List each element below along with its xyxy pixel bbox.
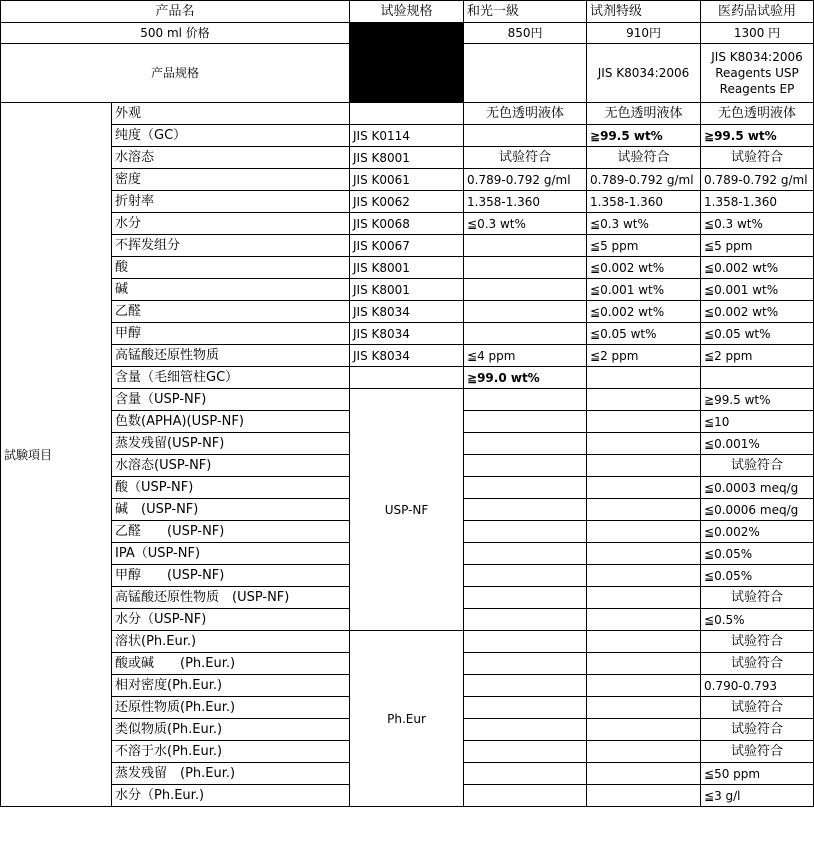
value-special	[587, 653, 701, 675]
test-method: JIS K0061	[350, 169, 464, 191]
value-wako	[464, 477, 587, 499]
value-special	[587, 433, 701, 455]
spec-label: 产品规格	[1, 44, 350, 103]
value-special	[587, 477, 701, 499]
price-pharma: 1300 円	[701, 23, 814, 44]
test-items-group-label: 試験項目	[1, 103, 112, 807]
value-special	[587, 565, 701, 587]
test-item-name: 折射率	[112, 191, 350, 213]
value-wako	[464, 675, 587, 697]
table-row	[1, 169, 814, 191]
value-pharma: 试验符合	[701, 587, 814, 609]
value-wako	[464, 763, 587, 785]
value-wako	[464, 543, 587, 565]
value-pharma: ≧99.5 wt%	[701, 125, 814, 147]
table-row	[1, 213, 814, 235]
spec-wako	[464, 44, 587, 103]
value-special: ≦0.05 wt%	[587, 323, 701, 345]
test-method: JIS K8001	[350, 257, 464, 279]
value-pharma: 试验符合	[701, 719, 814, 741]
test-item-name: IPA（USP-NF)	[112, 543, 350, 565]
spec-special: JIS K8034:2006	[587, 44, 701, 103]
value-pharma: ≦0.0006 meq/g	[701, 499, 814, 521]
test-method: JIS K8001	[350, 279, 464, 301]
value-special	[587, 587, 701, 609]
value-wako	[464, 235, 587, 257]
test-item-name: 蒸发残留 (Ph.Eur.)	[112, 763, 350, 785]
table-row	[1, 103, 814, 125]
value-wako: 1.358-1.360	[464, 191, 587, 213]
test-item-name: 甲醇 (USP-NF)	[112, 565, 350, 587]
table-row	[1, 389, 814, 411]
value-special: ≦5 ppm	[587, 235, 701, 257]
value-wako: ≦4 ppm	[464, 345, 587, 367]
value-wako	[464, 631, 587, 653]
test-item-name: 酸（USP-NF)	[112, 477, 350, 499]
table-row	[1, 279, 814, 301]
usp-method-label: USP-NF	[350, 389, 464, 631]
test-item-name: 水溶态	[112, 147, 350, 169]
test-spec-header: 试验规格	[350, 1, 464, 23]
value-wako	[464, 257, 587, 279]
value-wako	[464, 499, 587, 521]
table-row	[1, 191, 814, 213]
value-special	[587, 719, 701, 741]
test-item-name: 甲醇	[112, 323, 350, 345]
test-item-name: 高锰酸还原性物质	[112, 345, 350, 367]
table-row	[1, 301, 814, 323]
test-item-name: 酸或碱 (Ph.Eur.)	[112, 653, 350, 675]
value-pharma: 0.789-0.792 g/ml	[701, 169, 814, 191]
value-pharma: 试验符合	[701, 455, 814, 477]
test-item-name: 含量（毛细管柱GC）	[112, 367, 350, 389]
value-pharma: ≦2 ppm	[701, 345, 814, 367]
table-row	[1, 631, 814, 653]
grade-header-pharma: 医药品试验用	[701, 1, 814, 23]
value-pharma: 无色透明液体	[701, 103, 814, 125]
test-item-name: 乙醛 (USP-NF)	[112, 521, 350, 543]
value-pharma: ≦0.5%	[701, 609, 814, 631]
value-pharma: ≦0.002 wt%	[701, 301, 814, 323]
value-pharma: 0.790-0.793	[701, 675, 814, 697]
table-row	[1, 125, 814, 147]
test-method: JIS K0068	[350, 213, 464, 235]
table-row	[1, 345, 814, 367]
value-special	[587, 631, 701, 653]
spec-pharma: JIS K8034:2006 Reagents USP Reagents EP	[701, 44, 814, 103]
price-special: 910円	[587, 23, 701, 44]
test-item-name: 酸	[112, 257, 350, 279]
value-pharma: ≧99.5 wt%	[701, 389, 814, 411]
value-wako	[464, 411, 587, 433]
value-wako	[464, 323, 587, 345]
value-special	[587, 785, 701, 807]
value-pharma: 试验符合	[701, 697, 814, 719]
value-special: ≦2 ppm	[587, 345, 701, 367]
value-special	[587, 411, 701, 433]
product-name-header: 产品名	[1, 1, 350, 23]
table-row	[1, 147, 814, 169]
value-pharma: ≦0.05%	[701, 565, 814, 587]
value-special	[587, 367, 701, 389]
value-special	[587, 543, 701, 565]
test-method: JIS K0067	[350, 235, 464, 257]
value-wako: ≧99.0 wt%	[464, 367, 587, 389]
value-pharma: ≦0.3 wt%	[701, 213, 814, 235]
value-wako	[464, 741, 587, 763]
value-pharma: ≦5 ppm	[701, 235, 814, 257]
price-wako: 850円	[464, 23, 587, 44]
value-wako	[464, 455, 587, 477]
test-item-name: 水分（USP-NF)	[112, 609, 350, 631]
test-item-name: 碱 (USP-NF)	[112, 499, 350, 521]
value-pharma: ≦0.002%	[701, 521, 814, 543]
redacted-cell	[350, 44, 464, 103]
grade-header-wako: 和光一級	[464, 1, 587, 23]
value-pharma: 试验符合	[701, 741, 814, 763]
value-wako	[464, 697, 587, 719]
test-item-name: 纯度（GC）	[112, 125, 350, 147]
test-item-name: 外观	[112, 103, 350, 125]
header-row	[1, 1, 814, 23]
value-wako	[464, 521, 587, 543]
value-special: 0.789-0.792 g/ml	[587, 169, 701, 191]
value-pharma: 试验符合	[701, 653, 814, 675]
value-special	[587, 389, 701, 411]
value-wako	[464, 587, 587, 609]
value-pharma: ≦3 g/l	[701, 785, 814, 807]
value-special	[587, 697, 701, 719]
value-wako	[464, 125, 587, 147]
value-special: ≦0.001 wt%	[587, 279, 701, 301]
value-wako	[464, 565, 587, 587]
value-special	[587, 675, 701, 697]
value-wako: ≦0.3 wt%	[464, 213, 587, 235]
test-item-name: 乙醛	[112, 301, 350, 323]
value-wako	[464, 279, 587, 301]
test-item-name: 水分	[112, 213, 350, 235]
price-label: 500 ml 价格	[1, 23, 350, 44]
test-item-name: 水分（Ph.Eur.)	[112, 785, 350, 807]
value-special: ≦0.3 wt%	[587, 213, 701, 235]
value-wako: 无色透明液体	[464, 103, 587, 125]
test-item-name: 密度	[112, 169, 350, 191]
value-special	[587, 741, 701, 763]
test-item-name: 还原性物质(Ph.Eur.)	[112, 697, 350, 719]
test-item-name: 不溶于水(Ph.Eur.)	[112, 741, 350, 763]
test-item-name: 碱	[112, 279, 350, 301]
value-wako	[464, 719, 587, 741]
value-pharma: ≦0.05%	[701, 543, 814, 565]
value-special: ≦0.002 wt%	[587, 257, 701, 279]
redacted-cell	[350, 23, 464, 44]
test-item-name: 色数(APHA)(USP-NF)	[112, 411, 350, 433]
test-method	[350, 367, 464, 389]
value-pharma: 试验符合	[701, 631, 814, 653]
value-wako	[464, 785, 587, 807]
value-pharma: 试验符合	[701, 147, 814, 169]
table-row	[1, 367, 814, 389]
table-row	[1, 323, 814, 345]
value-special: 试验符合	[587, 147, 701, 169]
spec-row	[1, 44, 814, 103]
test-method: JIS K0114	[350, 125, 464, 147]
value-wako: 试验符合	[464, 147, 587, 169]
value-special: ≦0.002 wt%	[587, 301, 701, 323]
table-row	[1, 257, 814, 279]
value-pharma: 1.358-1.360	[701, 191, 814, 213]
value-wako	[464, 609, 587, 631]
value-special: ≧99.5 wt%	[587, 125, 701, 147]
value-pharma: ≦0.05 wt%	[701, 323, 814, 345]
value-wako	[464, 653, 587, 675]
table-row	[1, 235, 814, 257]
grade-header-special: 试剂特级	[587, 1, 701, 23]
value-special	[587, 763, 701, 785]
test-method: JIS K8034	[350, 301, 464, 323]
value-pharma	[701, 367, 814, 389]
test-item-name: 含量（USP-NF)	[112, 389, 350, 411]
price-row	[1, 23, 814, 44]
value-wako	[464, 301, 587, 323]
value-special: 无色透明液体	[587, 103, 701, 125]
test-item-name: 相对密度(Ph.Eur.)	[112, 675, 350, 697]
value-special	[587, 609, 701, 631]
test-item-name: 高锰酸还原性物质 (USP-NF)	[112, 587, 350, 609]
value-pharma: ≦50 ppm	[701, 763, 814, 785]
value-special: 1.358-1.360	[587, 191, 701, 213]
test-item-name: 类似物质(Ph.Eur.)	[112, 719, 350, 741]
value-special	[587, 499, 701, 521]
value-pharma: ≦10	[701, 411, 814, 433]
value-wako	[464, 389, 587, 411]
value-pharma: ≦0.002 wt%	[701, 257, 814, 279]
value-special	[587, 455, 701, 477]
test-method: JIS K8034	[350, 323, 464, 345]
value-pharma: ≦0.0003 meq/g	[701, 477, 814, 499]
ph-method-label: Ph.Eur	[350, 631, 464, 807]
value-wako: 0.789-0.792 g/ml	[464, 169, 587, 191]
value-pharma: ≦0.001 wt%	[701, 279, 814, 301]
test-method: JIS K0062	[350, 191, 464, 213]
test-method	[350, 103, 464, 125]
value-wako	[464, 433, 587, 455]
test-item-name: 水溶态(USP-NF)	[112, 455, 350, 477]
value-special	[587, 521, 701, 543]
test-method: JIS K8034	[350, 345, 464, 367]
test-method: JIS K8001	[350, 147, 464, 169]
test-item-name: 溶状(Ph.Eur.)	[112, 631, 350, 653]
test-item-name: 不挥发组分	[112, 235, 350, 257]
test-item-name: 蒸发残留(USP-NF)	[112, 433, 350, 455]
value-pharma: ≦0.001%	[701, 433, 814, 455]
